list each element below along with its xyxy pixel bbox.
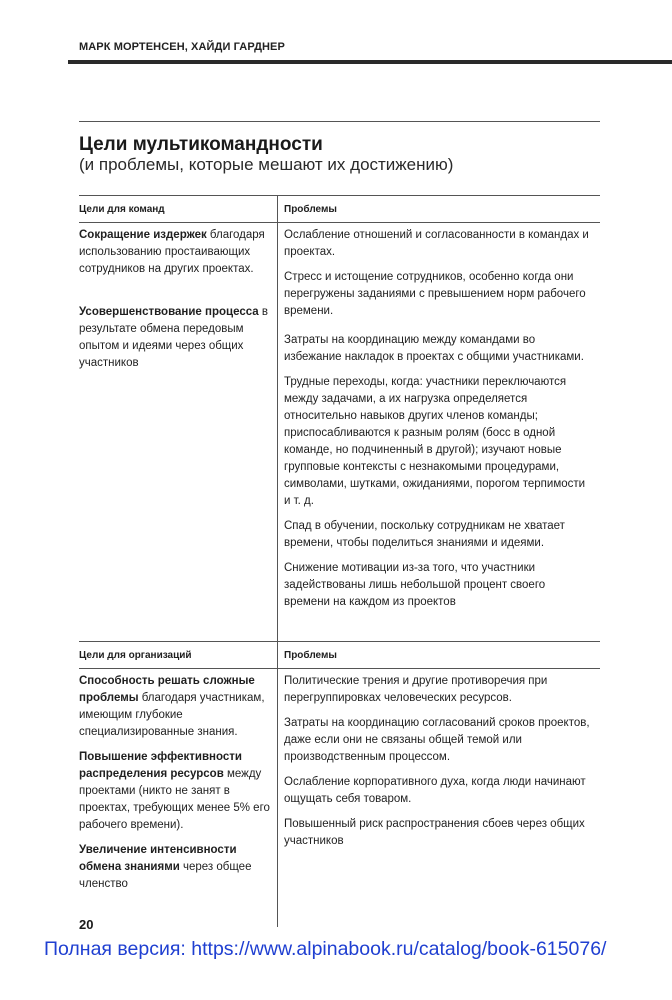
goal-item: Сокращение издержек благодаря использованию простаивающих сотрудников на других проектах.: [79, 229, 265, 275]
header-problems: Проблемы: [278, 642, 601, 669]
problem-item: Снижение мотивации из-за того, что участники задействованы лишь небольшой процент своего времени на каждом из проектов: [284, 562, 546, 608]
problem-item: Затраты на координацию между командами во избежание накладок в проектах с общими участниками.: [284, 334, 584, 363]
problem-item: Ослабление отношений и согласованности в командах и проектах.: [284, 229, 589, 258]
problems-cell: [278, 223, 601, 642]
problem-item: Стресс и истощение сотрудников, особенно когда они перегружены заданиями с превышением норм рабочего времени.: [284, 271, 586, 317]
page-number: 20: [79, 917, 94, 932]
problem-item: Повышенный риск распространения сбоев через общих участников: [284, 818, 585, 847]
goals-cell: [79, 669, 278, 928]
problem-item: Ослабление корпоративного духа, когда люди начинают ощущать себя товаром.: [284, 776, 586, 805]
problems-cell: [278, 669, 601, 928]
goal-item: Способность решать сложные проблемы благодаря участникам, имеющим глубокие специализированные знания.: [79, 675, 265, 738]
problem-item: Затраты на координацию согласований сроков проектов, даже если они не связаны общей темой или производственным процессом.: [284, 717, 590, 763]
header-problems: Проблемы: [278, 196, 601, 223]
section-subtitle: (и проблемы, которые мешают их достижению): [79, 155, 454, 174]
org-goals-table: [79, 641, 600, 927]
header-goals: Цели для организаций: [79, 642, 278, 669]
goals-cell: [79, 223, 278, 642]
goal-item: Усовершенствование процесса в результате обмена передовым опытом и идеями через общих участников: [79, 306, 268, 369]
running-head: МАРК МОРТЕНСЕН, ХАЙДИ ГАРДНЕР: [79, 41, 285, 53]
problem-item: Спад в обучении, поскольку сотрудникам не хватает времени, чтобы поделиться знаниями и идеями.: [284, 520, 565, 549]
goal-item: Увеличение интенсивности обмена знаниями через общее членство: [79, 844, 252, 890]
full-version-link[interactable]: Полная версия: https://www.alpinabook.ru/catalog/book-615076/: [44, 938, 607, 960]
team-goals-table: [79, 195, 600, 641]
problem-item: Политические трения и другие противоречия при перегруппировках человеческих ресурсов.: [284, 675, 548, 704]
section-title: Цели мультикомандности: [79, 134, 323, 155]
header-goals: Цели для команд: [79, 196, 278, 223]
title-rule: [79, 121, 600, 122]
header-rule: [68, 60, 672, 64]
goal-item: Повышение эффективности распределения ресурсов между проектами (никто не занят в проектах, требующих менее 5% его рабочего времени).: [79, 751, 270, 831]
problem-item: Трудные переходы, когда: участники переключаются между задачами, а их нагрузка определяется относительно навыков других членов команды; приспосабливаются к разным ролям (босс в одной команде, но подчиненный в другой); изучают новые групповые контексты с незнакомыми процедурами, символами, шутками, ожиданиями, порогом терпимости и т. д.: [284, 376, 586, 507]
